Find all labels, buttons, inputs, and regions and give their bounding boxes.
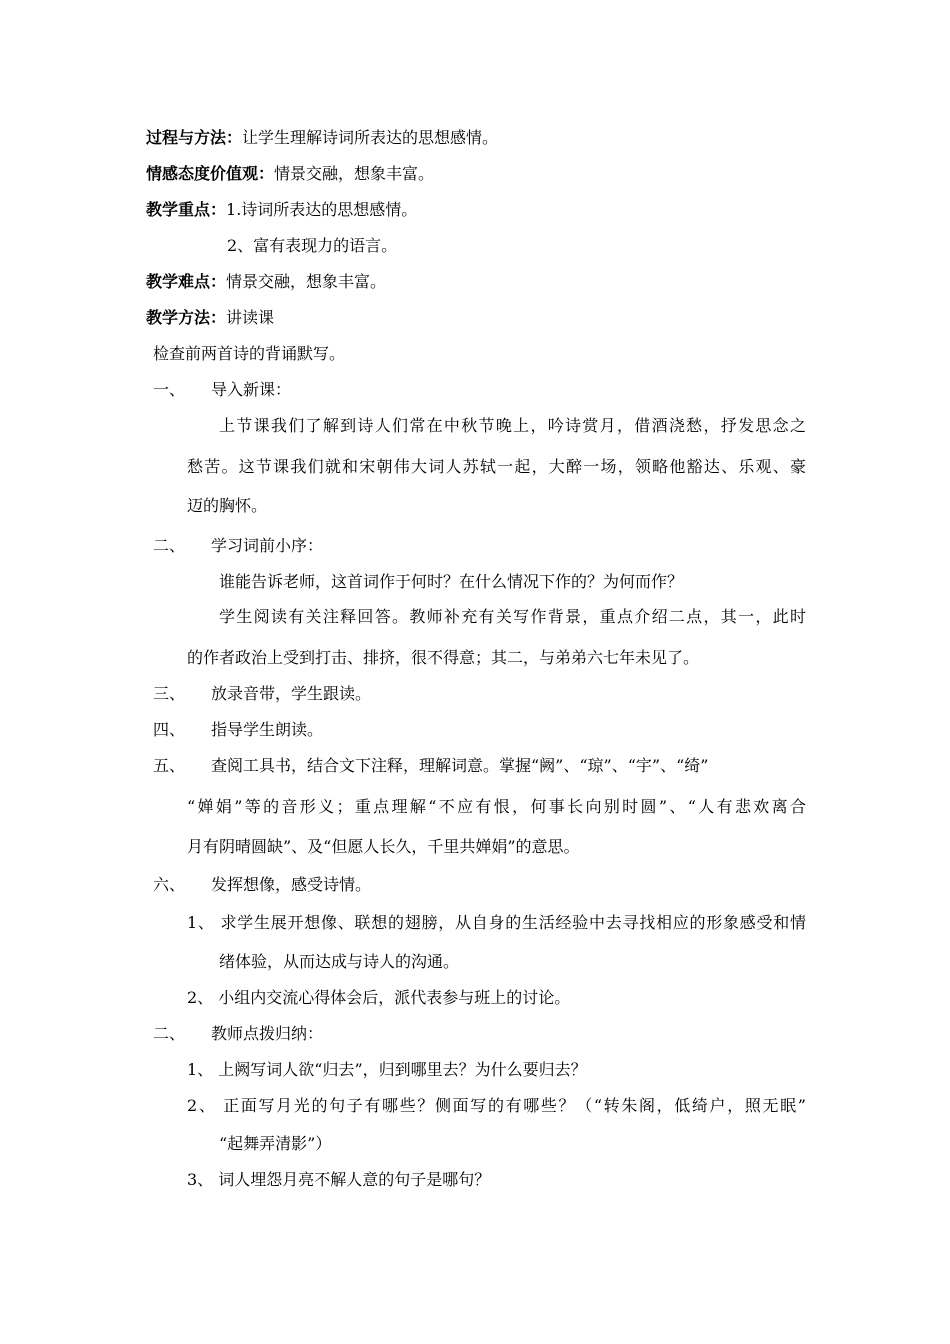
section-number: 六、 <box>153 875 186 894</box>
section-title: 指导学生朗读。 <box>211 720 324 739</box>
header-text: 讲读课 <box>226 308 275 327</box>
section-title: 导入新课： <box>211 380 292 399</box>
header-text: 情景交融，想象丰富。 <box>274 164 435 183</box>
section-title: 教师点拨归纳： <box>211 1024 324 1043</box>
header-label: 过程与方法： <box>146 128 243 147</box>
section-number: 四、 <box>153 720 186 739</box>
header-label: 情感态度价值观： <box>146 164 275 183</box>
header-line-key-points <box>146 198 417 222</box>
paragraph-line: 迈的胸怀。 <box>187 496 268 515</box>
section-title: 放录音带，学生跟读。 <box>211 684 372 703</box>
list-item: 3、 词人埋怨月亮不解人意的句子是哪句？ <box>187 1170 491 1189</box>
section-number: 二、 <box>153 1024 186 1043</box>
paragraph-line: 学生阅读有关注释回答。教师补充有关写作背景，重点介绍二点，其一，此时 <box>219 607 806 626</box>
section-number: 二、 <box>153 536 186 555</box>
list-item-continuation: 绪体验，从而达成与诗人的沟通。 <box>219 952 460 971</box>
list-item: 2、 小组内交流心得体会后，派代表参与班上的讨论。 <box>187 988 571 1007</box>
section-number: 一、 <box>153 380 186 399</box>
header-line-emotion <box>146 162 434 186</box>
section-heading <box>153 378 291 402</box>
header-line-process <box>146 126 498 150</box>
paragraph-line: 的作者政治上受到打击、排挤，很不得意；其二，与弟弟六七年未见了。 <box>187 648 700 667</box>
list-item-continuation: “起舞弄清影”） <box>219 1134 332 1153</box>
paragraph-line: 愁苦。这节课我们就和宋朝伟大词人苏轼一起，大醉一场，领略他豁达、乐观、豪 <box>187 457 806 476</box>
section-heading <box>153 718 323 742</box>
paragraph-line: 上节课我们了解到诗人们常在中秋节晚上，吟诗赏月，借酒浇愁，抒发思念之 <box>219 416 806 435</box>
paragraph-line: 月有阴晴圆缺”、及“但愿人长久，千里共婵娟”的意思。 <box>187 837 580 856</box>
section-heading <box>153 873 371 897</box>
list-item: 2、 正面写月光的句子有哪些？侧面写的有哪些？（“转朱阁，低绮户，照无眠” <box>187 1096 806 1115</box>
section-number: 三、 <box>153 684 186 703</box>
header-text: 情景交融，想象丰富。 <box>226 272 387 291</box>
section-heading <box>153 682 371 706</box>
header-text: 让学生理解诗词所表达的思想感情。 <box>242 128 499 147</box>
section-heading <box>153 534 323 558</box>
header-line-key-points-2 <box>227 234 397 258</box>
intro-line: 检查前两首诗的背诵默写。 <box>153 344 346 363</box>
header-label: 教学方法： <box>146 308 227 327</box>
header-text: 2、富有表现力的语言。 <box>227 236 398 255</box>
section-number: 五、 <box>153 756 186 775</box>
section-title: 查阅工具书，结合文下注释，理解词意。掌握“阙”、“琼”、“宇”、“绮” <box>211 756 709 775</box>
list-item: 1、 上阙写词人欲“归去”，归到哪里去？为什么要归去？ <box>187 1060 587 1079</box>
header-text: 1.诗词所表达的思想感情。 <box>226 200 418 219</box>
section-title: 发挥想像，感受诗情。 <box>211 875 372 894</box>
paragraph-line: 谁能告诉老师，这首词作于何时？在什么情况下作的？为何而作？ <box>219 572 684 591</box>
list-item: 1、 求学生展开想像、联想的翅膀，从自身的生活经验中去寻找相应的形象感受和情 <box>187 913 806 932</box>
header-line-method <box>146 306 274 330</box>
header-label: 教学难点： <box>146 272 227 291</box>
section-heading <box>153 1022 323 1046</box>
section-title: 学习词前小序： <box>211 536 324 555</box>
paragraph-line: “婵娟”等的音形义；重点理解“不应有恨，何事长向别时圆”、“人有悲欢离合 <box>187 797 806 816</box>
header-label: 教学重点： <box>146 200 227 219</box>
section-heading <box>153 754 806 778</box>
header-line-difficulty <box>146 270 386 294</box>
